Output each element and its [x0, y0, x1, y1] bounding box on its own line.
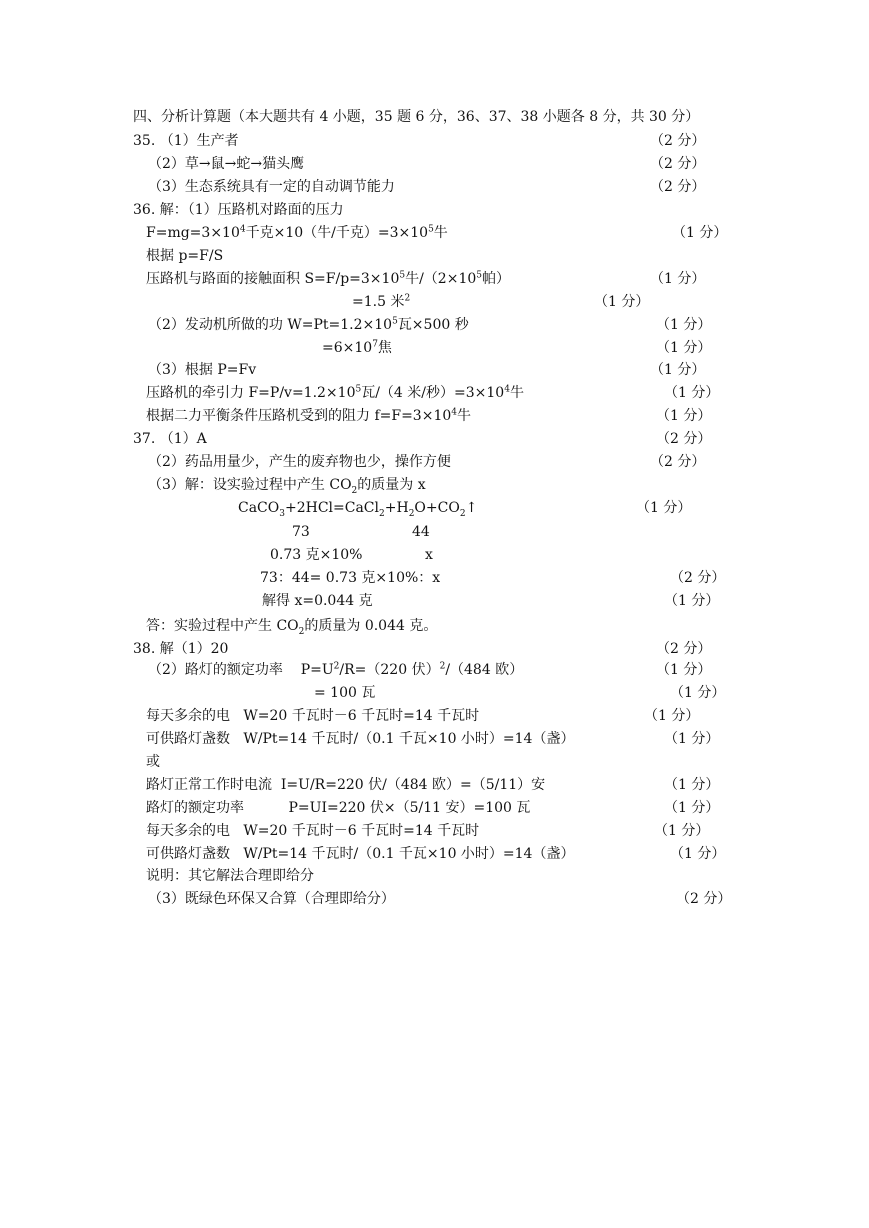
q35-score-2: （2 分）	[650, 156, 706, 172]
q38-score-1: （2 分）	[656, 641, 712, 657]
q38-score-8: （1 分）	[664, 800, 720, 816]
q38-line-10: 可供路灯盏数 W/Pt=14 千瓦时/（0.1 千瓦×10 小时）=14（盏）	[146, 846, 575, 862]
q35-line-2: （2）草→鼠→蛇→猫头鹰	[148, 156, 305, 172]
q37-value-2: x	[425, 547, 433, 563]
q37-line-1: 37. （1）A	[133, 431, 207, 447]
q37-score-8: （1 分）	[664, 593, 720, 609]
q36-score-5: （1 分）	[594, 294, 650, 310]
q38-line-6: 或	[146, 754, 160, 770]
q36-line-8: （3）根据 P=Fv	[148, 362, 257, 378]
q38-score-3: （1 分）	[670, 685, 726, 701]
q38-line-7: 路灯正常工作时电流 I=U/R=220 伏/（484 欧）=（5/11）安	[146, 777, 546, 793]
q37-value-1: 0.73 克×10%	[270, 547, 363, 563]
q37-solution: 解得 x=0.044 克	[262, 593, 373, 609]
q36-line-4: 压路机与路面的接触面积 $S=F/p=3\times 10^5$牛$/(2\times 10^5$帕）	[146, 270, 510, 287]
q38-score-5: （1 分）	[664, 731, 720, 747]
q38-score-10: （1 分）	[670, 846, 726, 862]
q35-line-1: 35. （1）生产者	[133, 133, 239, 149]
q36-score-9: （1 分）	[664, 385, 720, 401]
q36-line-6: （2）发动机所做的功 $W=Pt=1.2\times 10^5$瓦×500 秒	[148, 316, 469, 333]
q36-score-6: （1 分）	[656, 317, 712, 333]
q35-score-1: （2 分）	[650, 133, 706, 149]
q37-score-1: （2 分）	[656, 431, 712, 447]
q36-line-9: 压路机的牵引力 $F=P/v=1.2\times 10^5$瓦/（4 米/秒）$=3\times 10^4$牛	[146, 384, 524, 401]
q36-line-7: $=6\times 10^7$焦	[322, 339, 392, 356]
q38-line-8: 路灯的额定功率 P=UI=220 伏×（5/11 安）=100 瓦	[146, 800, 531, 816]
q38-line-4: 每天多余的电 W=20 千瓦时－6 千瓦时=14 千瓦时	[146, 708, 480, 724]
q36-score-7: （1 分）	[656, 340, 712, 356]
q38-line-2: （2）路灯的额定功率 $P=U^2/R=(220$ 伏）$^2$/（484 欧）	[148, 661, 524, 678]
q37-score-4: （1 分）	[636, 500, 692, 516]
q36-score-2: （1 分）	[672, 225, 728, 241]
q38-note: 说明：其它解法合理即给分	[146, 868, 314, 884]
q38-score-2: （1 分）	[656, 662, 712, 678]
q38-line-3: = 100 瓦	[314, 685, 376, 701]
q38-line-5: 可供路灯盏数 W/Pt=14 千瓦时/（0.1 千瓦×10 小时）=14（盏）	[146, 731, 575, 747]
q36-score-4: （1 分）	[650, 271, 706, 287]
q38-score-7: （1 分）	[664, 777, 720, 793]
q37-line-3: （3）解：设实验过程中产生 $CO_2$的质量为 x	[148, 477, 426, 496]
q37-molar-mass-2: 44	[412, 524, 430, 540]
q37-answer: 答：实验过程中产生 $CO_2$的质量为 0.044 克。	[146, 618, 438, 637]
q37-molar-mass-1: 73	[292, 524, 310, 540]
q36-score-8: （1 分）	[650, 362, 706, 378]
q36-score-10: （1 分）	[656, 408, 712, 424]
q35-score-3: （2 分）	[650, 179, 706, 195]
q37-ratio: 73：44= 0.73 克×10%：x	[260, 570, 441, 586]
q37-score-2: （2 分）	[650, 454, 706, 470]
q36-line-3: 根据 p=F/S	[146, 248, 224, 264]
q36-line-5: =1.5 米$^2$	[352, 293, 411, 310]
q36-line-1: 36. 解：（1）压路机对路面的压力	[133, 202, 344, 218]
q38-score-4: （1 分）	[644, 708, 700, 724]
q36-line-2: $F=mg=3\times 10^4$千克×10（牛/千克）$=3\times 10^5$牛	[146, 224, 448, 241]
q38-line-1: 38. 解（1）20	[133, 641, 229, 657]
q35-line-3: （3）生态系统具有一定的自动调节能力	[148, 179, 395, 195]
q37-line-2: （2）药品用量少，产生的废弃物也少，操作方便	[148, 454, 451, 470]
q38-score-12: （2 分）	[676, 891, 732, 907]
q38-line-9: 每天多余的电 W=20 千瓦时－6 千瓦时=14 千瓦时	[146, 823, 480, 839]
section-heading: 四、分析计算题（本大题共有 4 小题，35 题 6 分，36、37、38 小题各 8 分，共 30 分）	[133, 109, 700, 125]
q37-score-7: （2 分）	[670, 570, 726, 586]
q38-line-12: （3）既绿色环保又合算（合理即给分）	[148, 891, 395, 907]
q36-line-10: 根据二力平衡条件压路机受到的阻力 $f=F=3\times 10^4$牛	[146, 407, 471, 424]
q37-equation: $CaCO_3+2HCl=CaCl_2+H_2O+CO_2↑$	[238, 500, 478, 519]
q38-score-9: （1 分）	[654, 823, 710, 839]
